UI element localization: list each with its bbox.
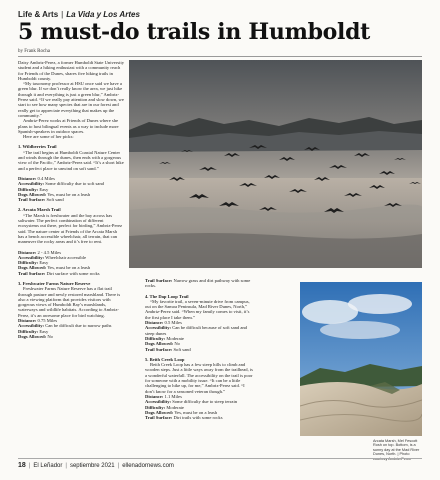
section-subname: La Vida y Los Artes [66,10,140,19]
trail-paragraph: “The Marsh is freshwater and the bay across has saltwater. The perfect combination of different ecosystems out there, perfect for birding,” Ambriz-Perez said. The nature center at Friends of the Arcata Marsh has a bench accessible wheelchair, all terrain, that can maneuver the rocky areas and it’s free to rent. [18,212,123,245]
detail-value: Soft sand [173,346,191,352]
marsh-birds-photo [129,60,422,268]
detail-label: Accessibility [18,181,43,187]
page-number: 18 [18,462,26,469]
trail-detail: Trail Surface: Soft sand [145,346,191,352]
detail-label: Difficulty [18,260,37,266]
trail-detail: Dogs Allowed: Yes, must be on a leash [18,265,91,271]
trail-paragraph: Freshwater Farms Nature Reserve has a flat trail through pasture and newly restored marshland. There is also a viewing platform that provides visitors with gorgeous views of Humboldt Bay’s marshlands, waterways and wildlife habitats. According to Ambriz-Perez, it’s an awesome place for bird watching. [18,286,121,318]
trail-detail: Dogs Allowed: No [145,341,180,347]
article-title: 5 must-do trails in Humboldt [18,19,371,45]
detail-label: Difficulty [145,335,164,341]
detail-value: Yes, must be on a leash [174,409,218,415]
page-footer [18,462,174,469]
detail-label: Distance [145,393,162,399]
trail-paragraph: “My favorite trail, a seven-minute drive from campus, out on the Samoa Peninsula, Mad River Dunes, North,” Ambriz-Perez said. “When my family comes to visit, it’s the first place I take them.” [145,298,250,320]
intro-paragraph: “My taxonomy professor at HSU once said we have a green blur. If we don’t really know the area, we just hike through it and everything is just a green blur,” Ambriz-Perez said. “If we really pay attention and slow down, we start to see how many species that are in our forest and really get to appreciate everything that makes up the community.” [18,81,124,118]
marsh-birds-illustration [129,60,422,268]
section-label [18,10,140,19]
detail-value: Can be difficult due to narrow paths [45,323,112,329]
detail-value: Moderate [166,404,184,410]
detail-label: Accessibility [18,323,43,329]
trail-detail: Accessibility: Can be difficult due to narrow paths [18,323,112,329]
detail-label: Dogs Allowed [18,191,45,197]
detail-value: 0.75 Miles [37,318,58,324]
trail-detail: Distance: 0.75 Miles [18,318,58,324]
column-1 [18,60,124,339]
detail-label: Difficulty [18,186,37,192]
trail-detail: Accessibility: Can be difficult because of soft sand and steep dunes [145,325,247,336]
trail-detail: Trail Surface: Dirt surface with some rocks [18,270,100,276]
trail-heading: 3. Freshwater Farms Nature Reserve [18,280,91,286]
byline: by Frank Rocha [18,49,50,54]
publication-name: El Leñador [33,463,63,469]
intro-paragraph: Ambriz-Perez works at Friends of Dunes where she plans to host bilingual events as a way to include more Spanish-speakers in outdoor spaces. [18,118,119,134]
detail-value: Yes, must be on a leash [47,265,91,271]
detail-label: Trail Surface [145,346,171,352]
trail-detail: Distance: 1.1 Miles [145,393,182,399]
detail-label: Difficulty [18,328,37,334]
detail-label: Distance [18,318,35,324]
detail-label: Dogs Allowed [18,265,45,271]
detail-label: Dogs Allowed [18,333,45,339]
footer-separator: | [117,463,120,469]
section-name: Life & Arts [18,10,59,19]
detail-label: Trail Surface [145,415,171,421]
trail-detail: Dogs Allowed: Yes, must be on a leash [145,409,218,415]
footer-divider [18,458,422,459]
trail-detail: Distance: 2 - 4.5 Miles [18,249,62,255]
trail-detail: Trail Surface: Dirt trails with some rocks [145,415,223,421]
detail-value: 0.5 Miles [164,320,182,326]
intro-paragraph: Daisy Ambriz-Perez, a former Humboldt State University student and a hiking enthusiast with a community reach for Friends of the Dunes, shares five hiking trails in Humboldt county. [18,60,125,81]
detail-label: Trail Surface [18,270,44,276]
trail-detail: Accessibility: Wheelchair accessible [18,254,87,260]
trail-detail: Difficulty: Moderate [145,404,184,410]
detail-value: Moderate [166,335,184,341]
trail-detail: Trail Surface: Soft sand [18,197,64,203]
detail-value: Yes, must be on a leash [47,191,91,197]
detail-value: 0.4 Miles [37,175,55,181]
detail-value: No [174,341,180,347]
detail-value: 1.1 Miles [164,393,182,399]
detail-value: Some difficulty due to soft sand [45,181,104,187]
detail-label: Difficulty [145,404,164,410]
detail-value: Easy [39,260,49,266]
detail-value: Wheelchair accessible [45,254,87,260]
detail-label: Accessibility [145,399,170,405]
detail-value: Some difficulty due to steep terrain [172,399,238,405]
detail-label: Accessibility [18,254,43,260]
detail-label: Distance [18,249,35,255]
detail-value: Dirt trails with some rocks [173,415,223,421]
footer-separator: | [28,463,31,469]
detail-value: Narrow grass and dirt pathway with some rocks. [145,278,251,289]
trail-paragraph: Beith Creek Loop has a few steep hills to climb and wooden steps. Just a little ways away from the trailhead, is a wonderful waterfall. The accessibility on the trail is poor for someone with a mobility issue. “It can be a little challenging to hike up, for me,” Ambriz-Perez said. “I don’t know for a seasoned veteran though.” [145,362,253,394]
detail-value: Easy [39,186,49,192]
detail-label: Distance [18,175,35,181]
trail-detail: Accessibility: Some difficulty due to soft sand [18,181,104,187]
detail-label: Trail Surface [145,278,171,283]
detail-value: No [47,333,53,339]
trail-detail: Distance: 0.4 Miles [18,175,55,181]
trail-heading: 1. Wildberries Trail [18,144,57,150]
detail-label: Dogs Allowed [145,409,172,415]
detail-label: Dogs Allowed [145,341,172,347]
intro-paragraph: Here are some of her picks: [23,134,74,140]
footer-separator: | [65,463,67,469]
trail-detail: Dogs Allowed: Yes, must be on a leash [18,191,91,197]
header-divider [18,56,422,57]
trail-detail: Distance: 0.5 Miles [145,320,182,326]
trail-detail: Difficulty: Easy [18,260,49,266]
section-separator: | [61,10,64,19]
issue-date: septiembre 2021 [69,463,115,469]
trail-paragraph: “The trail begins at Humboldt Coastal Nature Center and winds through the dunes, then ends with a gorgeous view of the Pacific,” Ambriz-Perez said. “It’s a short hike and a perfect place to unwind on soft sand.” [18,149,124,171]
detail-value: 2 - 4.5 Miles [37,249,62,255]
trail-detail: Accessibility: Some difficulty due to steep terrain [145,399,238,405]
detail-value: Can be difficult because of soft sand and steep dunes [145,325,247,336]
trail-detail: Difficulty: Easy [18,186,49,192]
detail-label: Trail Surface [18,197,44,203]
dunes-illustration [300,282,422,436]
trail-detail: Trail Surface: Narrow grass and dirt pathway with some rocks. [145,278,251,289]
column-2 [145,278,253,420]
trail-detail: Dogs Allowed: No [18,333,53,339]
photo-caption: Arcata Marsh, Mel Fescott Rosh on top. Bottom, is a sunny day at the Mad River Dunes, North. | Photo courtesy Ambriz-Perez [373,439,420,461]
detail-label: Distance [145,320,162,326]
trail-heading: 4. The Dap Loop Trail [145,293,189,299]
detail-value: Dirt surface with some rocks [46,270,100,276]
trail-heading: 5. Beith Creek Loop [145,356,185,362]
detail-label: Accessibility [145,325,170,331]
trail-heading: 2. Arcata Marsh Trail [18,207,61,213]
trail-detail: Difficulty: Moderate [145,335,184,341]
dunes-photo [300,282,422,436]
trail-detail: Difficulty: Easy [18,328,49,334]
website-link[interactable]: ellenadornews.com [122,463,174,469]
detail-value: Easy [39,328,49,334]
detail-value: Soft sand [46,197,64,203]
